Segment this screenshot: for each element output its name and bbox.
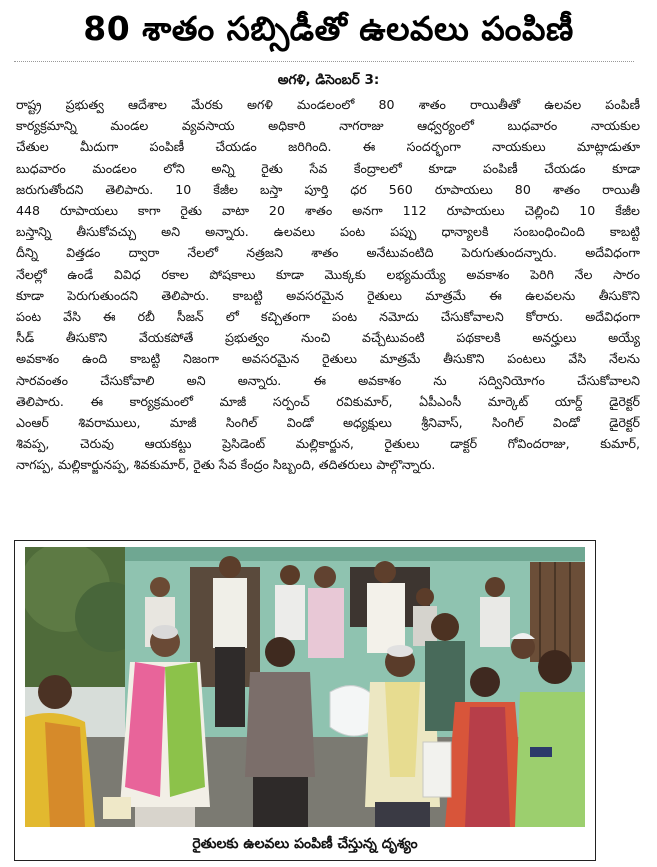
body-line: 448 రూపాయలు కాగా రైతు వాటా 20 శాతం అనగా 112 రూపాయలు చెల్లించి 10 కేజీల bbox=[16, 203, 640, 219]
body-line: దీన్ని విత్తడం ద్వారా నేలలో నత్రజని శాతం అనేటువంటిది పెరుగుతుందన్నారు. అదేవిధంగా bbox=[16, 245, 640, 261]
body-line: పంట వేసి ఈ రబీ సీజన్ లో కచ్చితంగా పంట నమోదు చేసుకోవాలని కోరారు. అదేవిధంగా bbox=[16, 309, 640, 325]
body-line: సీడ్ తీసుకొని వేయకపోతే ప్రభుత్వం నుంచి వచ్చేటువంటి పథకాలకి అనర్హులు అయ్యే bbox=[16, 330, 640, 346]
body-line: శివప్ప, చెరువు ఆయకట్టు ప్రెసిడెంట్ మల్లికార్జున, రైతులు డాక్టర్ గోవిందరాజు, కుమార్, bbox=[16, 436, 640, 452]
body-line: కూడా పెరుగుతుందని తెలిపారు. కాబట్టి అవసరమైన రైతులు మాత్రమే ఈ ఉలవలను తీసుకొని bbox=[16, 287, 640, 303]
body-line: నేలల్లో ఉండే వివిధ రకాల పోషకాలు కూడా మొక్కకు లభ్యమయ్యే అవకాశం పెరిగి నేల సారం bbox=[16, 266, 640, 282]
body-line: చేతుల మీదుగా పంపిణీ చేయడం జరిగింది. ఈ సందర్భంగా నాయకులు మాట్లాడుతూ bbox=[16, 139, 640, 155]
body-line: అవకాశం ఉంది కాబట్టి నిజంగా అవసరమైన రైతులు మాత్రమే తీసుకొని పంటలు వేసి నేలను bbox=[16, 351, 640, 367]
article-body bbox=[16, 94, 640, 476]
photo-frame bbox=[14, 540, 596, 861]
headline-divider bbox=[14, 61, 634, 62]
body-line: ఎంఆర్ శివరాములు, మాజీ సింగిల్ విండో అధ్యక్షులు శ్రీనివాస్, సింగిల్ విండో డైరెక్టర్ bbox=[16, 415, 640, 431]
body-line: బుధవారం మండలం లోని అన్ని రైతు సేవ కేంద్రాలలో కూడా పంపిణీ చేయడం కూడా bbox=[16, 160, 640, 176]
distribution-photo bbox=[25, 547, 585, 827]
body-line: నాగప్ప, మల్లికార్జునప్ప, శివకుమార్, రైతు సేవ కేంద్రం సిబ్బంది, తదితరులు పాల్గొన్నారు. bbox=[16, 457, 436, 473]
body-line: తెలిపారు. ఈ కార్యక్రమంలో మాజీ సర్పంచ్ రవికుమార్, ఏపీఎంసీ మార్కెట్ యార్డ్ డైరెక్టర్ bbox=[16, 393, 640, 409]
dateline: అగళి, డిసెంబర్ 3: bbox=[277, 72, 380, 88]
body-line: రాష్ట్ర ప్రభుత్వ ఆదేశాల మేరకు అగళి మండలంలో 80 శాతం రాయితీతో ఉలవల పంపిణీ bbox=[16, 97, 640, 112]
body-line: సారవంతం చేసుకోవాలి అని అన్నారు. ఈ అవకాశం ను సద్వినియోగం చేసుకోవాలని bbox=[16, 372, 640, 388]
body-line: బస్తాన్ని తీసుకోవచ్చు అని అన్నారు. ఉలవలు పంట పప్పు ధాన్యాలకి సంబంధించింది కాబట్టి bbox=[16, 224, 640, 240]
photo-caption: రైతులకు ఉలవలు పంపిణీ చేస్తున్న దృశ్యం bbox=[192, 836, 418, 852]
body-line: జరుగుతోందని తెలిపారు. 10 కేజీల బస్తా పూర్తి ధర 560 రూపాయలు 80 శాతం రాయితీ bbox=[16, 181, 640, 197]
headline: 80 శాతం సబ్సిడీతో ఉలవలు పంపిణీ bbox=[83, 9, 574, 48]
body-line: కార్యక్రమాన్ని మండల వ్యవసాయ అధికారి నాగరాజు ఆధ్వర్యంలో బుధవారం నాయకుల bbox=[16, 118, 640, 134]
